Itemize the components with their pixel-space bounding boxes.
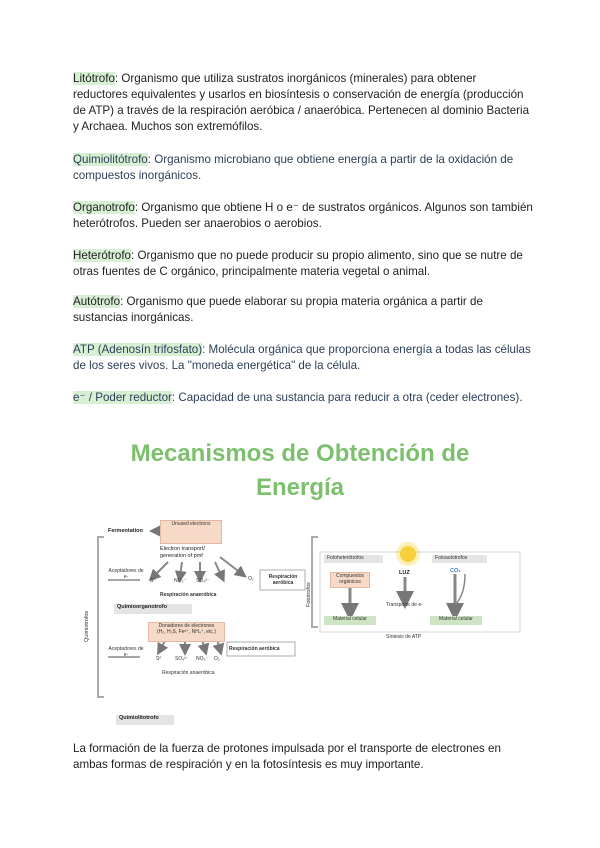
compuestos-label: Compuestos orgánicos: [335, 573, 365, 585]
material-celular-bar: [324, 616, 376, 625]
term: ATP (Adenosín trifosfato): [73, 343, 203, 356]
inorganic-donors-label: Donadores de electrones: [158, 623, 215, 629]
compuestos-box: [330, 572, 370, 588]
resp-aerobica-2-label: Respiración aeróbica: [229, 646, 280, 652]
definition-litotrofo: [73, 71, 533, 135]
s0-label: S⁰: [150, 578, 156, 584]
quimiolitotrofo-label: Quimiolitotrofo: [119, 715, 159, 721]
so4-2-label: SO₄²⁻: [175, 656, 189, 662]
o2-2-label: O₂: [214, 656, 220, 662]
resp-anaerobica-label: Respiración anaeróbica: [160, 592, 217, 598]
definition-text: : Organismo que utiliza sustratos inorgánicos (minerales) para obtener reductores equivalentes y usarlos en biosíntesis o conservación de energía (producción de ATP) a través de la respiración aeróbica / anaeróbica. Pertenecen al dominio Bacteria y Archaea. Muchos son extremófilos.: [73, 72, 530, 133]
material-celular-2-label: Material celular: [439, 616, 473, 622]
term: Autótrofo: [73, 295, 121, 308]
term: Organotrofo: [73, 201, 135, 214]
inorganic-list: (H₂, H₂S, Fe²⁺, NH₄⁺, etc.): [157, 629, 216, 635]
s0-2-label: S⁰: [156, 656, 162, 662]
o2-label: O₂: [248, 576, 254, 582]
definition-text: : Organismo que puede elaborar su propia materia orgánica a partir de sustancias inorgánicas.: [73, 295, 483, 324]
resp-anaerobica-2-label: Respiración anaeróbica: [162, 670, 215, 676]
material-celular-2-bar: [430, 616, 482, 625]
unused-electrons-box: [160, 520, 222, 544]
section-title-text: Mecanismos de Obtención de Energía: [130, 440, 470, 501]
no3-label: NO₃⁻: [174, 578, 187, 584]
definition-heterotrofo: [73, 248, 533, 280]
definition-atp: [73, 342, 533, 374]
definition-poder-reductor: [73, 390, 533, 406]
definition-text: : Molécula orgánica que proporciona energía a todas las células de los seres vivos. La "moneda energética" de la célula.: [73, 343, 531, 372]
luz-label: LUZ: [399, 570, 410, 576]
resp-aerobica-label: Respiración aeróbica: [268, 574, 298, 586]
quimiolitotrofo-tag: [116, 715, 174, 725]
fotoheterotrofos-tag: [324, 555, 383, 563]
fotoautotrofos-tag: [432, 555, 487, 563]
energy-diagram: [84, 512, 530, 732]
co2-label: CO₂: [450, 568, 461, 574]
definition-text: : Organismo que obtiene H o e⁻ de sustratos orgánicos. Algunos son también heterótrofos. Pueden ser anaerobios o aerobios.: [73, 201, 533, 230]
no3-2-label: NO₃⁻: [196, 656, 209, 662]
fotoheterotrofos-label: Fotoheterótrofos: [327, 555, 364, 561]
material-celular-label: Material celular: [333, 616, 367, 622]
sintesis-atp-label: Síntesis de ATP: [386, 634, 422, 640]
section-title: [0, 437, 600, 505]
transporte-label: Transporte de e-: [386, 602, 423, 608]
term: Litótrofo: [73, 72, 115, 85]
fermentation-label: Fermentation: [108, 528, 143, 534]
quimiotrofos-label: Quimiotrofos: [84, 610, 90, 642]
term: Quimiolitótrofo: [73, 153, 148, 166]
unused-electrons-label: Unused electrons: [171, 521, 211, 527]
so4-label: SO₄²⁻: [196, 578, 210, 584]
inorganic-donors-box: [148, 622, 225, 642]
closing-paragraph: La formación de la fuerza de protones impulsada por el transporte de electrones en ambas formas de respiración y en la fotosíntesis es muy importante.: [73, 742, 501, 771]
acceptors-label: Aceptadores de e-: [108, 568, 144, 580]
definition-autotrofo: [73, 294, 533, 326]
quimioorganotrofo-tag: [114, 604, 192, 614]
electron-transport-label: Electron transport/ generation of pmf: [160, 546, 205, 559]
fotoautotrofos-label: Fotoautotrofos: [435, 555, 468, 561]
term: Heterótrofo: [73, 249, 131, 262]
quimioorganotrofo-label: Quimioorganotrofo: [117, 604, 168, 610]
acceptors-2-label: Aceptadores de e-: [108, 646, 144, 658]
definition-text: : Organismo que no puede producir su propio alimento, sino que se nutre de otras fuentes de C orgánico, principalmente materia vegetal o animal.: [73, 249, 523, 278]
definition-text: : Organismo microbiano que obtiene energía a partir de la oxidación de compuestos inorgánicos.: [73, 153, 514, 182]
definition-quimiolitotrofo: [73, 152, 533, 184]
term: e⁻ / Poder reductor: [73, 391, 172, 404]
definition-text: : Capacidad de una sustancia para reducir a otra (ceder electrones).: [171, 391, 523, 404]
fototrofos-label: Fototrofos: [306, 582, 312, 607]
definition-organotrofo: [73, 200, 533, 232]
